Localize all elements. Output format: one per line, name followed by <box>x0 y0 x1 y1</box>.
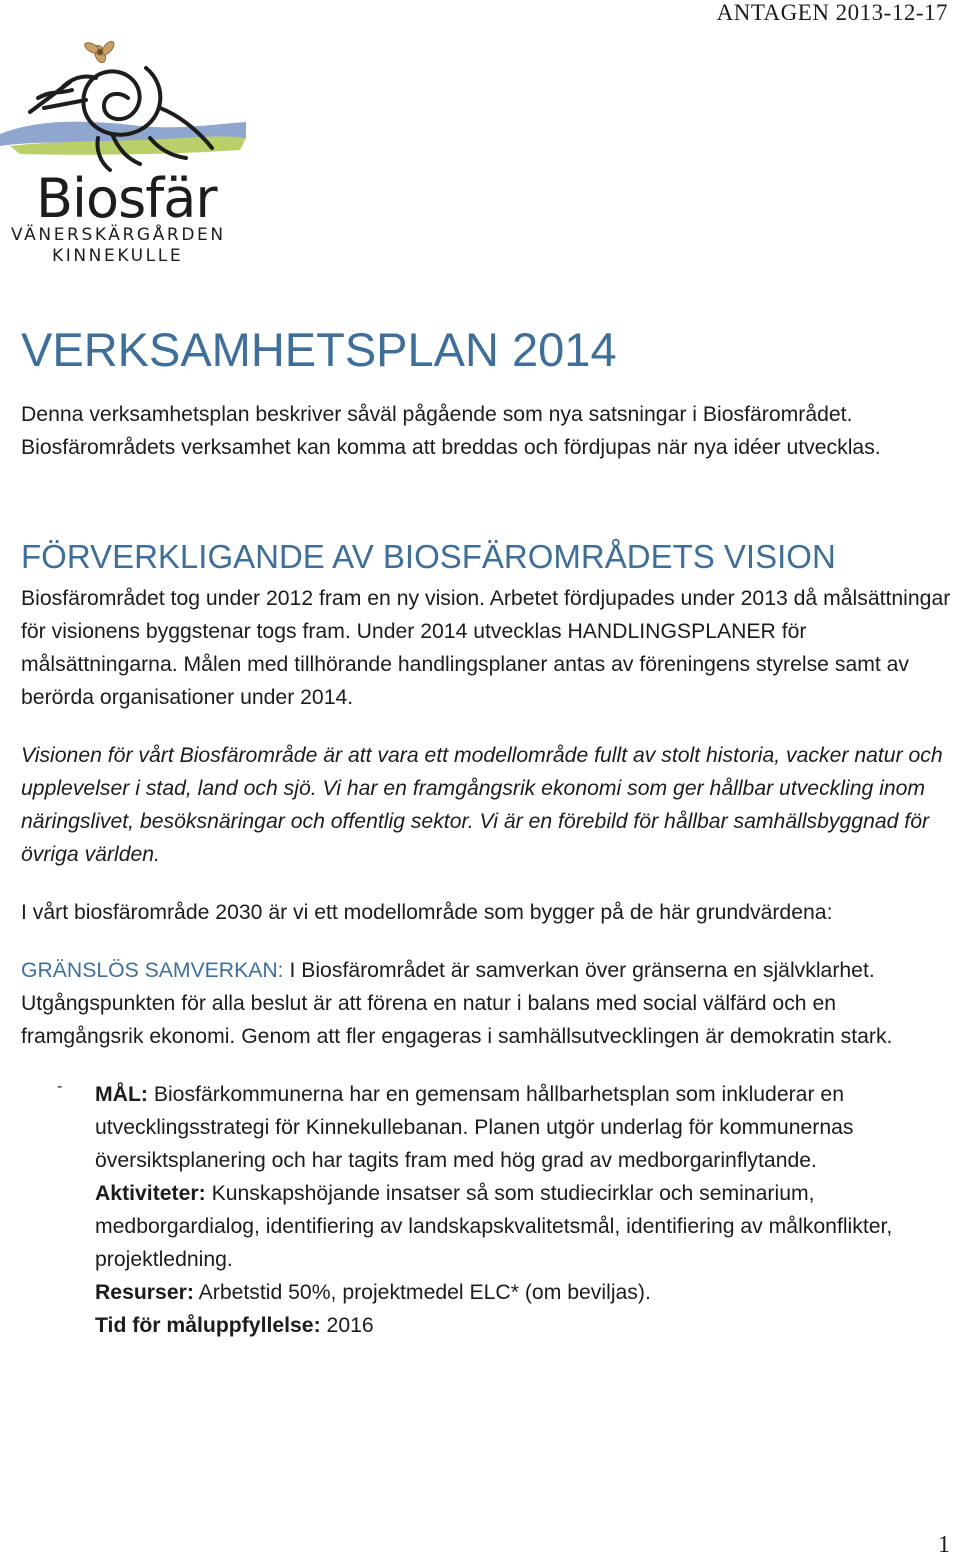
approval-date-stamp: ANTAGEN 2013-12-17 <box>716 0 948 25</box>
page-title: VERKSAMHETSPLAN 2014 <box>21 323 617 376</box>
list-dash: - <box>57 1077 63 1095</box>
resources-paragraph <box>95 1276 951 1309</box>
logo-emblem-icon <box>0 38 260 178</box>
logo-wordmark: Biosfär <box>36 167 217 230</box>
value-text: I Biosfärområdet är samverkan över gränserna en självklarhet. Utgångspunkten för alla beslut är att förena en natur i balans med social välfärd och en framgångsrik ekonomi. Genom att fler engageras i samhällsutvecklingen är demokratin stark. <box>21 958 893 1048</box>
logo-subtitle-line2: KINNEKULLE <box>52 246 184 266</box>
goal-list-item <box>21 1078 951 1342</box>
goal-text: Biosfärkommunerna har en gemensam hållbarhetsplan som inkluderar en utvecklingsstrategi för Kinnekullebanan. Planen utgör underlag för kommunernas översiktsplanering och har tagits fram med hög grad av medborgarinflytande. <box>95 1082 854 1172</box>
value-paragraph <box>21 954 951 1053</box>
value-label: GRÄNSLÖS SAMVERKAN: <box>21 958 284 982</box>
section-heading: FÖRVERKLIGANDE AV BIOSFÄROMRÅDETS VISION <box>21 538 836 576</box>
biosfar-logo <box>0 38 260 270</box>
flower-icon <box>83 39 116 64</box>
activities-label: Aktiviteter: <box>95 1181 206 1205</box>
intro-paragraph: Denna verksamhetsplan beskriver såväl pågående som nya satsningar i Biosfärområdet. Biosfärområdets verksamhet kan komma att breddas och fördjupas när nya idéer utvecklas. <box>21 403 881 460</box>
page-number: 1 <box>938 1532 950 1558</box>
logo-subtitle-line1: VÄNERSKÄRGÅRDEN <box>11 225 226 245</box>
activities-text: Kunskapshöjande insatser så som studiecirklar och seminarium, medborgardialog, identifiering av landskapskvalitetsmål, identifiering av målkonflikter, projektledning. <box>95 1181 893 1271</box>
section-body: Biosfärområdet tog under 2012 fram en ny vision. Arbetet fördjupades under 2013 då målsättningar för visionens byggstenar togs fram. Under 2014 utvecklas HANDLINGSPLANER för målsättningarna. Målen med tillhörande handlingsplaner antas av föreningens styrelse samt av berörda organisationer under 2014. <box>21 586 951 709</box>
resources-label: Resurser: <box>95 1280 194 1304</box>
goal-paragraph <box>95 1078 951 1177</box>
resources-text: Arbetstid 50%, projektmedel ELC* (om beviljas). <box>193 1280 651 1304</box>
values-intro: I vårt biosfärområde 2030 är vi ett modellområde som bygger på de här grundvärdena: <box>21 900 833 924</box>
goal-label: MÅL: <box>95 1082 148 1106</box>
vision-statement: Visionen för vårt Biosfärområde är att vara ett modellområde fullt av stolt historia, vacker natur och upplevelser i stad, land och sjö. Vi har en framgångsrik ekonomi som ger hållbar utveckling inom näringslivet, besöksnäringar och offentlig sektor. Vi är en förebild för hållbar samhällsbyggnad för övriga världen. <box>21 743 943 866</box>
activities-paragraph <box>95 1177 951 1276</box>
deadline-label: Tid för måluppfyllelse: <box>95 1313 321 1337</box>
deadline-paragraph <box>95 1309 951 1342</box>
deadline-text: 2016 <box>320 1313 374 1337</box>
document-body <box>21 322 951 1342</box>
